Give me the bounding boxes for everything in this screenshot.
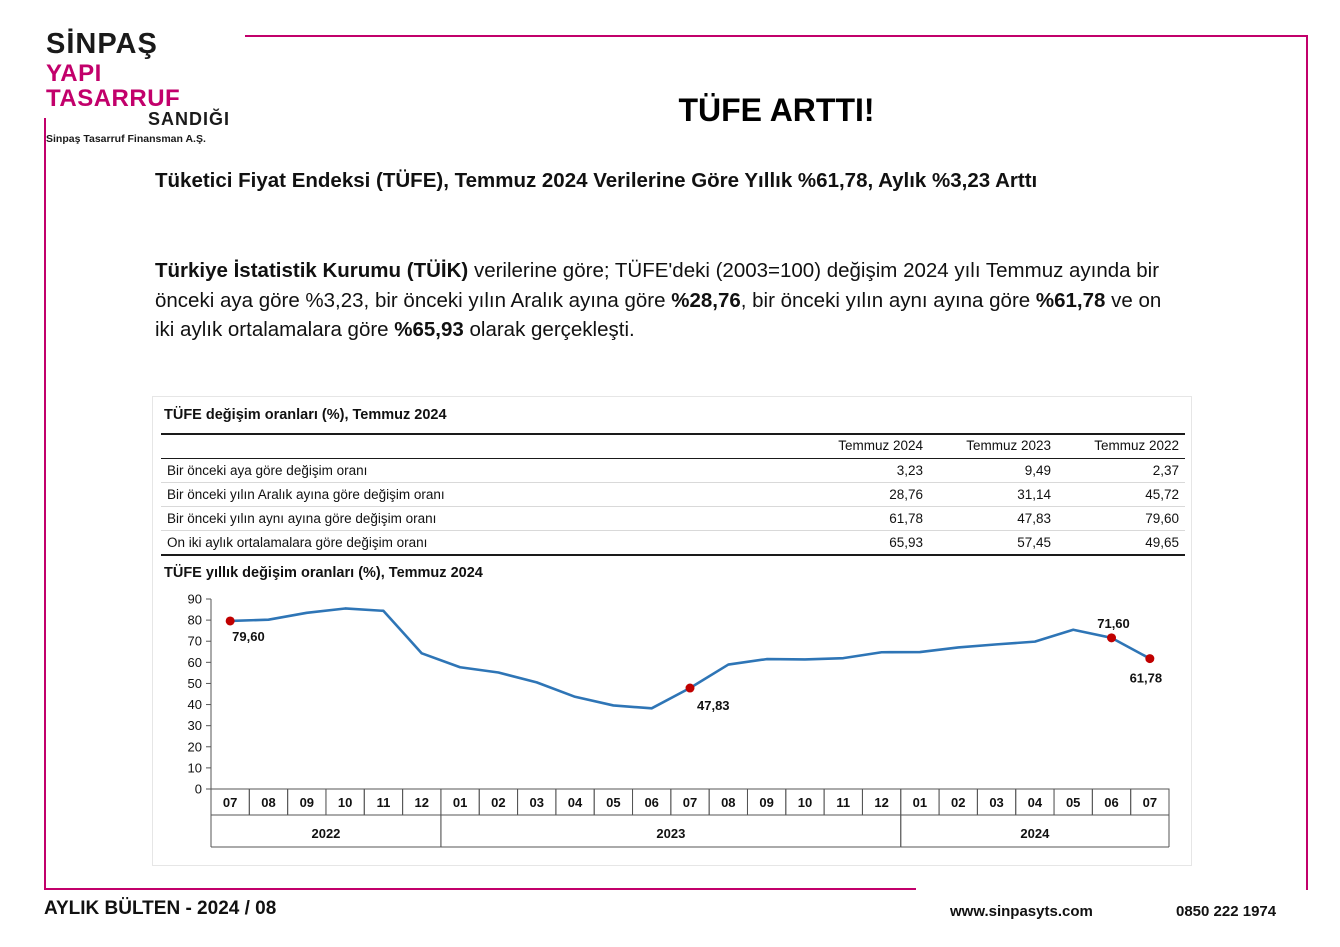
svg-text:2023: 2023 <box>656 826 686 841</box>
table-header-row <box>161 434 1185 459</box>
frame-right-rule <box>1306 35 1308 890</box>
svg-text:03: 03 <box>989 795 1004 810</box>
svg-text:01: 01 <box>912 795 928 810</box>
svg-text:05: 05 <box>1065 795 1081 810</box>
svg-text:02: 02 <box>491 795 506 810</box>
row-value-2024: 3,23 <box>801 459 929 483</box>
row-label: Bir önceki yılın aynı ayına göre değişim oranı <box>161 507 801 531</box>
svg-text:02: 02 <box>951 795 966 810</box>
svg-text:11: 11 <box>836 795 851 810</box>
svg-text:03: 03 <box>529 795 544 810</box>
page-title: TÜFE ARTTI! <box>678 92 875 128</box>
svg-text:05: 05 <box>606 795 621 810</box>
body-bold-institution: Türkiye İstatistik Kurumu (TÜİK) <box>155 259 469 282</box>
chart-canvas <box>161 591 1185 853</box>
svg-text:70: 70 <box>187 633 202 649</box>
svg-text:60: 60 <box>187 654 202 670</box>
table-body <box>161 459 1185 556</box>
svg-text:08: 08 <box>721 795 736 810</box>
body-text-4: olarak gerçekleşti. <box>463 318 635 342</box>
statistics-panel <box>152 396 1192 866</box>
svg-text:09: 09 <box>759 795 774 810</box>
table-row <box>161 459 1185 483</box>
body-paragraph <box>155 256 1165 345</box>
footer-website: www.sinpasyts.com <box>950 903 1093 920</box>
table-title: TÜFE değişim oranları (%), Temmuz 2024 <box>164 407 447 423</box>
body-bold-yillik: %61,78 <box>1035 288 1106 312</box>
row-value-2022: 49,65 <box>1057 531 1185 556</box>
svg-text:47,83: 47,83 <box>697 698 730 714</box>
svg-text:04: 04 <box>567 795 583 810</box>
svg-text:40: 40 <box>187 697 202 713</box>
svg-text:12: 12 <box>874 795 889 810</box>
svg-text:10: 10 <box>187 760 202 776</box>
svg-text:07: 07 <box>682 795 698 810</box>
logo-line-sinpas: SİNPAŞ <box>46 28 158 60</box>
svg-text:09: 09 <box>299 795 315 810</box>
logo-line-yapi-tasarruf: YAPI TASARRUF <box>46 60 181 113</box>
svg-text:80: 80 <box>187 612 202 628</box>
row-value-2022: 2,37 <box>1057 459 1185 483</box>
tufe-rates-table <box>161 433 1185 556</box>
svg-text:11: 11 <box>376 795 391 810</box>
lead-paragraph: Tüketici Fiyat Endeksi (TÜFE), Temmuz 2024 Verilerine Göre Yıllık %61,78, Aylık %3,23 Arttı <box>155 169 1038 192</box>
body-bold-aralik: %28,76 <box>671 288 741 312</box>
frame-top-rule <box>245 35 1308 37</box>
table-header <box>161 434 1185 459</box>
body-text-2: , bir önceki yılın aynı ayına göre <box>740 288 1036 312</box>
row-value-2023: 57,45 <box>929 531 1057 556</box>
svg-text:06: 06 <box>1104 795 1119 810</box>
row-value-2022: 79,60 <box>1057 507 1185 531</box>
table-header-temmuz-2024: Temmuz 2024 <box>801 434 929 459</box>
table-header-temmuz-2022: Temmuz 2022 <box>1057 434 1185 459</box>
svg-text:90: 90 <box>187 591 202 607</box>
svg-text:79,60: 79,60 <box>232 628 265 644</box>
svg-text:07: 07 <box>1142 795 1158 810</box>
logo-line-sandigi: SANDIĞI <box>147 109 230 130</box>
annual-change-line-chart <box>161 591 1185 853</box>
chart-title: TÜFE yıllık değişim oranları (%), Temmuz 2024 <box>164 565 483 581</box>
svg-text:08: 08 <box>261 795 276 810</box>
svg-text:10: 10 <box>797 795 813 810</box>
row-label: Bir önceki yılın Aralık ayına göre değişim oranı <box>161 483 801 507</box>
svg-text:01: 01 <box>452 795 468 810</box>
frame-left-rule <box>44 118 46 890</box>
svg-text:10: 10 <box>337 795 353 810</box>
company-logo <box>46 28 236 146</box>
logo-line-legal-name: Sinpaş Tasarruf Finansman A.Ş. <box>46 133 206 146</box>
body-bold-ortalama: %65,93 <box>394 318 464 342</box>
row-value-2023: 47,83 <box>929 507 1057 531</box>
svg-text:07: 07 <box>222 795 238 810</box>
svg-text:61,78: 61,78 <box>1129 670 1163 686</box>
svg-text:12: 12 <box>414 795 429 810</box>
svg-text:04: 04 <box>1027 795 1043 810</box>
row-label: On iki aylık ortalamalara göre değişim oranı <box>161 531 801 556</box>
row-value-2023: 31,14 <box>929 483 1057 507</box>
row-value-2024: 61,78 <box>801 507 929 531</box>
row-label: Bir önceki aya göre değişim oranı <box>161 459 801 483</box>
row-value-2022: 45,72 <box>1057 483 1185 507</box>
svg-text:2024: 2024 <box>1020 826 1050 841</box>
body-text-3: ve on iki aylık ortalamalara göre <box>155 288 1162 342</box>
svg-text:06: 06 <box>644 795 659 810</box>
table-row <box>161 483 1185 507</box>
svg-text:20: 20 <box>187 739 202 755</box>
svg-text:2022: 2022 <box>311 826 341 841</box>
table-row <box>161 507 1185 531</box>
row-value-2024: 65,93 <box>801 531 929 556</box>
svg-text:50: 50 <box>187 675 202 691</box>
svg-text:0: 0 <box>194 781 202 797</box>
svg-text:30: 30 <box>187 718 202 734</box>
row-value-2024: 28,76 <box>801 483 929 507</box>
svg-text:71,60: 71,60 <box>1097 615 1130 631</box>
body-text-1: verilerine göre; TÜFE'deki (2003=100) değişim 2024 yılı Temmuz ayında bir önceki aya göre %3,23, bir önceki yılın Aralık ayına göre <box>155 259 1160 312</box>
table-row <box>161 531 1185 556</box>
footer-bulletin: AYLIK BÜLTEN - 2024 / 08 <box>44 898 277 919</box>
table-header-temmuz-2023: Temmuz 2023 <box>929 434 1057 459</box>
row-value-2023: 9,49 <box>929 459 1057 483</box>
footer-phone: 0850 222 1974 <box>1176 903 1277 920</box>
frame-bottom-rule <box>44 888 916 890</box>
table-header-blank <box>161 434 801 459</box>
